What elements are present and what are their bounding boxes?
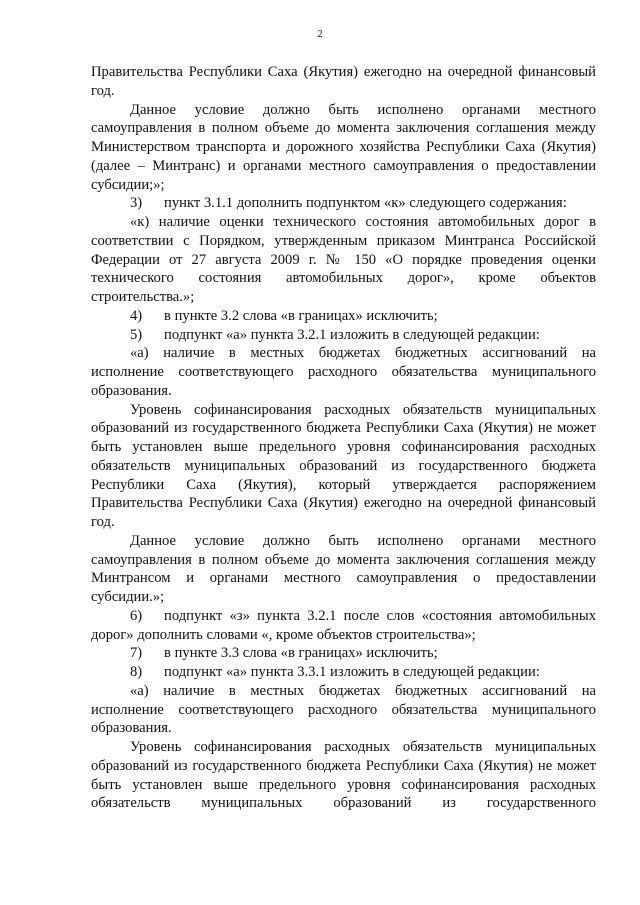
paragraph: Данное условие должно быть исполнено органами местного самоуправления в полном объеме до момента заключения соглашения между Минтрансом и органами местного самоуправления о предоставлении субсидии.»;	[91, 532, 596, 605]
paragraph: 7) в пункте 3.3 слова «в границах» исключить;	[130, 645, 438, 662]
paragraph: 8) подпункт «а» пункта 3.3.1 изложить в следующей редакции:	[130, 664, 540, 680]
paragraph: «а) наличие в местных бюджетах бюджетных ассигнований на исполнение соответствующего расходного обязательства муниципального образования.	[91, 682, 596, 737]
paragraph: 4) в пункте 3.2 слова «в границах» исключить;	[130, 307, 438, 324]
paragraph: 5) подпункт «а» пункта 3.2.1 изложить в следующей редакции:	[130, 326, 540, 343]
paragraph: Данное условие должно быть исполнено органами местного самоуправления в полном объеме до момента заключения соглашения между Министерством транспорта и дорожного хозяйства Республики Саха (Якутия) (далее – Минтранс) и органами местного самоуправления о предоставлении субсидии;»;	[91, 101, 596, 193]
page-number: 2	[317, 29, 323, 40]
paragraph: 3) пункт 3.1.1 дополнить подпунктом «к» следующего содержания:	[130, 195, 567, 212]
paragraph: Уровень софинансирования расходных обязательств муниципальных образований из государственного бюджета Республики Саха (Якутия) не может быть установлен выше предельного уровня софинансирования расходных обязательств муниципальных образований из государственного бюджета Республики Саха (Якутия), который утверждается распоряжением Правительства Республики Саха (Якутия) ежегодно на очередной финансовый год.	[91, 401, 596, 530]
paragraph: «а) наличие в местных бюджетах бюджетных ассигнований на исполнение соответствующего расходного обязательства муниципального образования.	[91, 345, 596, 399]
paragraph: Уровень софинансирования расходных обязательств муниципальных образований из государственного бюджета Республики Саха (Якутия) не может быть установлен выше предельного уровня софинансирования расходных обязательств муниципальных образований из государственного	[91, 739, 596, 812]
paragraph: «к) наличие оценки технического состояния автомобильных дорог в соответствии с Порядком, утвержденным приказом Минтранса Российской Федерации от 27 августа 2009 г. № 150 «О порядке проведения оценки технического состояния автомобильных дорог», кроме объектов строительства.»;	[91, 214, 596, 305]
paragraph: 6) подпункт «з» пункта 3.2.1 после слов «состояния автомобильных дорог» дополнить словами «, кроме объектов строительства»;	[91, 607, 596, 643]
paragraph: Правительства Республики Саха (Якутия) ежегодно на очередной финансовый год.	[91, 64, 596, 99]
document-body	[91, 63, 596, 813]
